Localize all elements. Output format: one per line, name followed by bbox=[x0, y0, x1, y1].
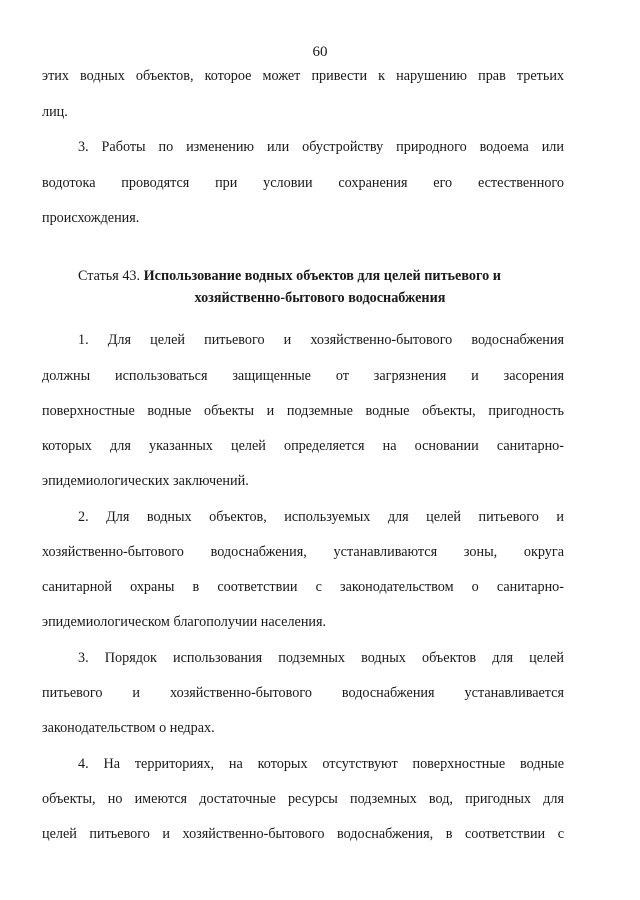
article-title: Использование водных объектов для целей питьевого и bbox=[143, 268, 501, 284]
text-line: хозяйственно-бытового водоснабжения, устанавливаются зоны, округа bbox=[42, 544, 564, 560]
text-line: эпидемиологическом благополучии населения. bbox=[42, 614, 327, 630]
article-heading bbox=[78, 266, 564, 286]
text-line: законодательством о недрах. bbox=[42, 720, 215, 736]
paragraph-first-line: 4. На территориях, на которых отсутствуют поверхностные водные bbox=[78, 756, 564, 772]
text-line: санитарной охраны в соответствии с законодательством о санитарно- bbox=[42, 579, 564, 595]
text-line: которых для указанных целей определяется на основании санитарно- bbox=[42, 438, 564, 454]
text-line: происхождения. bbox=[42, 210, 140, 226]
text-line: объекты, но имеются достаточные ресурсы подземных вод, пригодных для bbox=[42, 791, 564, 807]
text-line: лиц. bbox=[42, 104, 68, 120]
page-number: 60 bbox=[312, 44, 328, 60]
article-label: Статья 43. bbox=[78, 268, 144, 284]
text-line: питьевого и хозяйственно-бытового водоснабжения устанавливается bbox=[42, 685, 564, 701]
text-line: этих водных объектов, которое может привести к нарушению прав третьих bbox=[42, 68, 564, 84]
text-line: должны использоваться защищенные от загрязнения и засорения bbox=[42, 368, 564, 384]
paragraph-first-line: 3. Работы по изменению или обустройству природного водоема или bbox=[78, 139, 564, 155]
text-line: целей питьевого и хозяйственно-бытового водоснабжения, в соответствии с bbox=[42, 826, 564, 842]
text-line: эпидемиологических заключений. bbox=[42, 473, 249, 489]
article-title-continued: хозяйственно-бытового водоснабжения bbox=[194, 290, 446, 306]
text-line: водотока проводятся при условии сохранения его естественного bbox=[42, 175, 564, 191]
paragraph-first-line: 1. Для целей питьевого и хозяйственно-бытового водоснабжения bbox=[78, 332, 564, 348]
paragraph-first-line: 3. Порядок использования подземных водных объектов для целей bbox=[78, 650, 564, 666]
text-line: поверхностные водные объекты и подземные водные объекты, пригодность bbox=[42, 403, 564, 419]
paragraph-first-line: 2. Для водных объектов, используемых для целей питьевого и bbox=[78, 509, 564, 525]
